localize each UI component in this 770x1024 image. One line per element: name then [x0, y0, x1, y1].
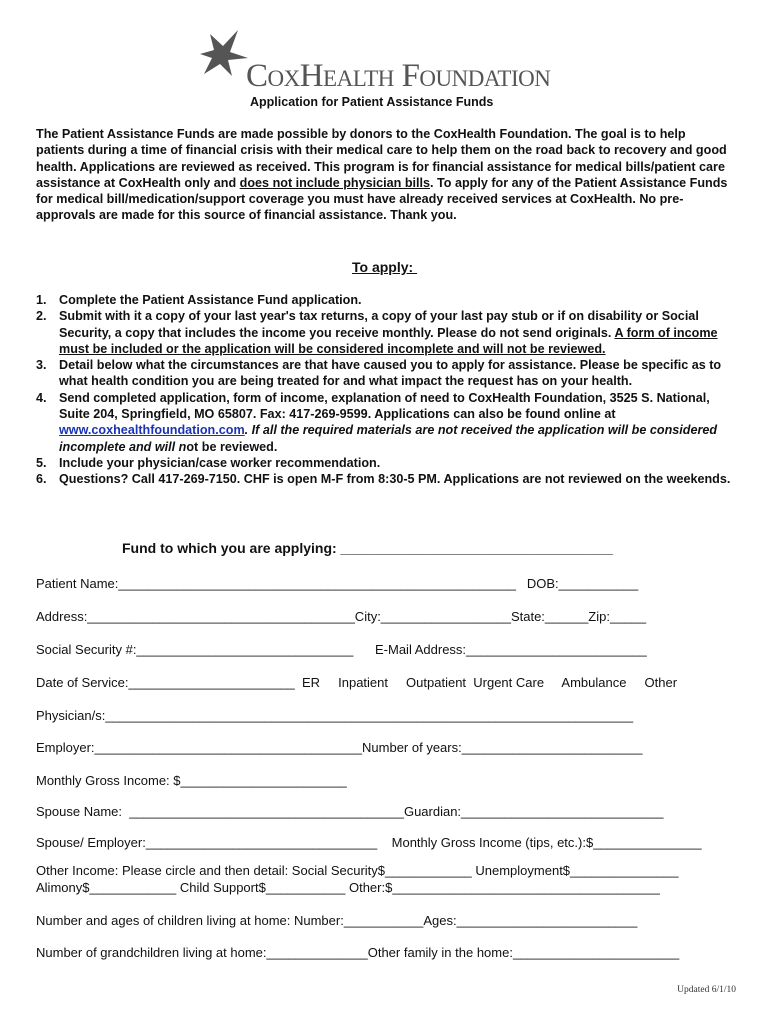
- website-link[interactable]: www.coxhealthfoundation.com: [59, 423, 245, 438]
- children-field[interactable]: Number and ages of children living at home: Number:___________Ages:_________________________: [36, 913, 638, 928]
- step-4: 4. Send completed application, form of income, explanation of need to CoxHealth Foundation, 3525 S. National, Suite 204, Springfield, MO 65807. Fax: 417-269-9599. Applications can also be found online at www.coxhealthfoundation.com. If all the required materials are not received the application will be considered incomplete and will not be reviewed.: [36, 390, 718, 454]
- spouse-name-field[interactable]: Spouse Name: ______________________________________Guardian:____________________________: [36, 804, 664, 819]
- employer-field[interactable]: Employer:_____________________________________Number of years:_________________________: [36, 740, 643, 755]
- form-title: Application for Patient Assistance Funds: [250, 95, 494, 109]
- physician-field[interactable]: Physician/s:_________________________________________________________________________: [36, 708, 634, 723]
- logo-text: CoxHealth Foundation: [246, 58, 551, 94]
- step-3: 3. Detail below what the circumstances are that have caused you to apply for assistance. Please be specific as to what health condition you are being treated for and what impact the request has on your health.: [36, 358, 722, 389]
- alimony-field[interactable]: Alimony$____________ Child Support$___________ Other:$_____________________________________: [36, 880, 660, 895]
- address-field[interactable]: Address:_____________________________________City:__________________State:______Zip:_____: [36, 609, 647, 624]
- steps-list: [36, 292, 736, 488]
- step-5: 5. Include your physician/case worker recommendation.: [36, 455, 381, 470]
- updated-note: Updated 6/1/10: [677, 985, 736, 995]
- patient-name-field[interactable]: Patient Name:_______________________________________________________ DOB:___________: [36, 576, 639, 591]
- spouse-employer-field[interactable]: Spouse/ Employer:________________________________ Monthly Gross Income (tips, etc.):$_______________: [36, 835, 702, 850]
- to-apply-heading: To apply:: [352, 259, 418, 275]
- step-6: 6. Questions? Call 417-269-7150. CHF is open M-F from 8:30-5 PM. Applications are not reviewed on the weekends.: [36, 472, 731, 487]
- intro-paragraph: The Patient Assistance Funds are made possible by donors to the CoxHealth Foundation. The goal is to help patients during a time of financial crisis with their medical care to help them on the road back to recovery and good health. Applications are reviewed as received. This program is for financial assistance for medical bills/patient care assistance at CoxHealth only and does not include physician bills. To apply for any of the Patient Assistance Funds for medical bill/medication/support coverage you must have already received services at CoxHealth. No pre-approvals are made for this source of financial assistance. Thank you.: [36, 127, 728, 223]
- step-2: 2. Submit with it a copy of your last year's tax returns, a copy of your last pay stub or if on disability or Social Security, a copy that includes the income you receive monthly. Please do not send originals. A form of income must be included or the application will be considered incomplete and will not be reviewed.: [36, 309, 718, 356]
- fund-field[interactable]: Fund to which you are applying: ___________________________________: [122, 540, 614, 556]
- date-of-service-field[interactable]: Date of Service:_______________________ ER Inpatient Outpatient Urgent Care Ambulance Other: [36, 675, 678, 690]
- logo: [190, 24, 590, 96]
- monthly-income-field[interactable]: Monthly Gross Income: $_______________________: [36, 773, 347, 788]
- ssn-email-field[interactable]: Social Security #:______________________________ E-Mail Address:_________________________: [36, 642, 647, 657]
- other-income-field[interactable]: Other Income: Please circle and then detail: Social Security$____________ Unemployment$_______________: [36, 863, 679, 878]
- grandchildren-field[interactable]: Number of grandchildren living at home:______________Other family in the home:_______________________: [36, 945, 680, 960]
- step-1: 1. Complete the Patient Assistance Fund application.: [36, 293, 362, 307]
